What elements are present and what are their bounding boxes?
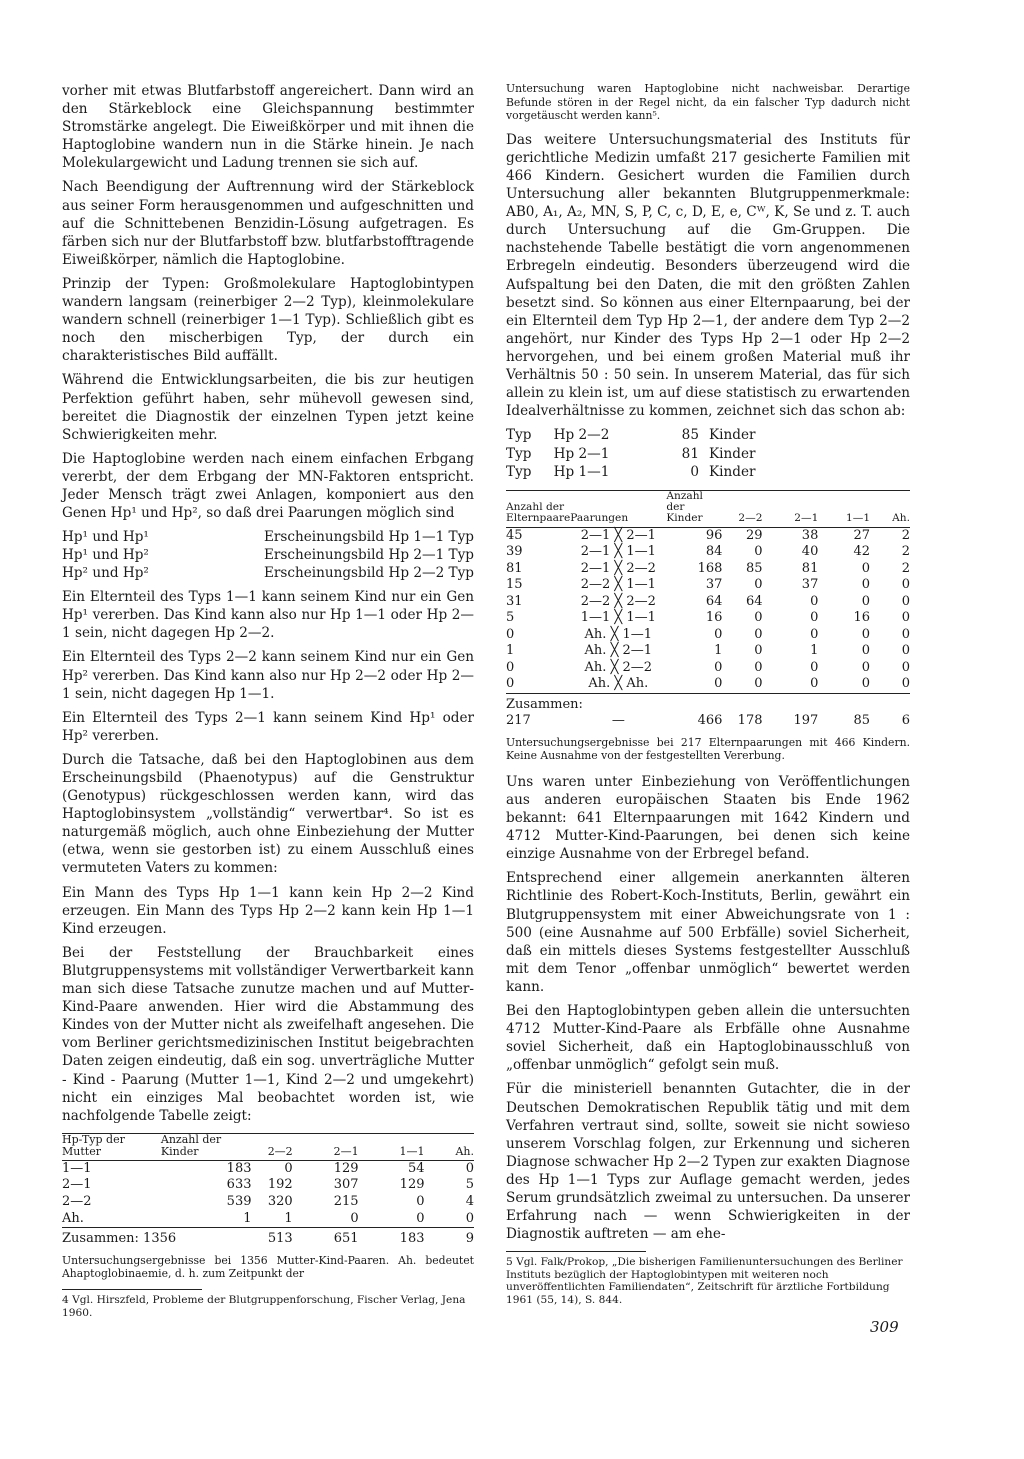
- type-label: Typ: [506, 445, 532, 462]
- table-cell: Ah. ╳ 1—1: [584, 626, 653, 642]
- table-cell: 42: [853, 544, 871, 560]
- table-cell: 0: [901, 610, 910, 626]
- table-row: [62, 1194, 474, 1211]
- table-cell: 0: [350, 1210, 359, 1226]
- list-item: [506, 426, 796, 444]
- page-number: 309: [870, 1318, 899, 1336]
- table-cell: 2—2 ╳ 1—1: [580, 577, 656, 593]
- table-row: [506, 544, 910, 561]
- table-cell: 4: [465, 1193, 474, 1209]
- table-cell: 0: [810, 626, 819, 642]
- table-cell: 0: [861, 676, 871, 692]
- table-cell: 37: [705, 577, 723, 593]
- table-cell: Ah. ╳ 2—1: [584, 643, 653, 659]
- table-cell: 215: [333, 1193, 359, 1209]
- table-cell: 0: [714, 626, 723, 642]
- column-header: Ah.: [892, 512, 910, 525]
- table-cell: 197: [793, 713, 819, 729]
- table-cell: 54: [407, 1160, 425, 1176]
- table-cell: 81: [801, 560, 819, 576]
- table-cell: 0: [284, 1160, 293, 1176]
- table-caption-continued: Untersuchung waren Haptoglobine nicht nachweisbar. Derartige Befunde stören in der Regel nicht, da ein falscher Typ dadurch nicht vorgetäuscht werden kann⁵.: [506, 82, 910, 123]
- column-header: 1—1: [845, 512, 871, 525]
- genes: Hp¹ und Hp¹: [62, 529, 149, 546]
- footnote-divider: [506, 1251, 646, 1252]
- table-cell: 0: [861, 626, 871, 642]
- table-cell: 5: [465, 1177, 474, 1193]
- parent-pairing-table: [506, 490, 910, 730]
- table-cell: 2—1 ╳ 1—1: [580, 544, 656, 560]
- column-header: Hp-Typ der Mutter: [62, 1132, 125, 1158]
- list-item: [506, 463, 796, 481]
- phenotype: Erscheinungsbild Hp 2—1 Typ: [263, 547, 474, 564]
- table-cell: 1: [714, 643, 723, 659]
- table-cell: 0: [901, 626, 910, 642]
- table-cell: 29: [745, 527, 763, 543]
- table-cell: 0: [506, 626, 515, 642]
- table-cell: 0: [754, 643, 763, 659]
- table-cell: 0: [714, 676, 723, 692]
- table-cell: 513: [267, 1231, 293, 1247]
- table-cell: 81: [506, 560, 523, 576]
- list-item: [62, 546, 474, 564]
- paragraph: Nach Beendigung der Auftrennung wird der Stärkeblock aus seiner Form herausgenommen und aufgeschnitten und auf die Schnittebenen Benzidin-Lösung aufgetragen. Es färben sich nur der Blutfarbstoff bzw. blutfarbstofftragende Eiweißkörper, nämlich die Haptoglobine.: [62, 179, 474, 268]
- table-cell: 0: [901, 676, 910, 692]
- table-cell: 0: [901, 577, 910, 593]
- table-cell: 0: [416, 1210, 425, 1226]
- column-header: Ah.: [455, 1144, 474, 1158]
- table-total-row: [62, 1228, 474, 1248]
- type-name: Hp 2—2: [553, 427, 610, 444]
- paragraph: Prinzip der Typen: Großmolekulare Haptoglobintypen wandern langsam (reinerbiger 2—2 Typ), kleinmolekulare wandern schnell (reinerbiger 1—1 Typ). Schließlich gibt es noch den mischerbigen Typ, der durch ein charakteristisches Bild auffällt.: [62, 275, 474, 365]
- table-cell: 1: [243, 1210, 252, 1226]
- table-caption: Untersuchungsergebnisse bei 1356 Mutter-Kind-Paaren. Ah. bedeutet Ahaptoglobinaemie, d. h. zum Zeitpunkt der: [62, 1253, 474, 1281]
- table-cell: 0: [810, 610, 819, 626]
- table-cell: 168: [697, 560, 723, 576]
- table-total-row: [506, 713, 910, 730]
- table-cell: 2—2: [62, 1193, 92, 1209]
- paragraph: Für die ministeriell benannten Gutachter, die in der Deutschen Demokratischen Republik tätig und mit dem Verfahren vertraut sind, sollte, soweit sie nicht sowieso unserem Vorschlag folgen, zur Erkennung und sicheren Diagnose schwacher Hp 2—2 Typen zur exakten Diagnose des Hp 1—1 Typs zur Auflage gemacht werden, jedes Serum grundsätzlich zweimal zu untersuchen. Da unserer Erfahrung nach — wenn Schwierigkeiten in der Diagnostik auftreten — am ehe-: [506, 1081, 910, 1243]
- type-unit: Kinder: [708, 427, 756, 444]
- table-cell: 0: [754, 610, 763, 626]
- table-cell: 64: [705, 593, 723, 609]
- table-cell: 0: [416, 1193, 425, 1209]
- table-cell: 16: [705, 610, 723, 626]
- table-header: [62, 1133, 474, 1160]
- paragraph: Das weitere Untersuchungsmaterial des Instituts für gerichtliche Medizin umfaßt 217 gesicherte Familien mit 466 Kindern. Gesichert wurden die Familien durch Untersuchung aller bekannten Blutgruppenmerkmale: AB0, A₁, A₂, MN, S, P, C, c, D, E, e, Cᵂ, K, Se und z. T. auch durch Untersuchung auf die Gm-Gruppen. Die nachstehende Tabelle bestätigt die vorn angenommenen Erbregeln eindeutig. Besonders überzeugend wird die Aufspaltung bei den Daten, die mit den größten Zahlen besetzt sind. So können aus einer Elternpaarung, bei der ein Elternteil dem Typ Hp 2—1, der andere dem Typ 2—2 angehört, nur Kinder des Typs Hp 2—1 oder Hp 2—2 hervorgehen, und bei einem großen Material muß ihr Verhältnis 50 : 50 sein. In unserem Material, das für sich allein zu klein ist, um auf diese statistisch zu erwartenden Idealverhältnisse zu kommen, zeichnet sich das schon ab:: [506, 131, 910, 420]
- table-row: [506, 577, 910, 594]
- genes: Hp¹ und Hp²: [62, 547, 149, 564]
- table-cell: 15: [506, 577, 523, 593]
- table-row: [62, 1211, 474, 1228]
- type-count: 85: [681, 427, 699, 444]
- table-row: [506, 527, 910, 544]
- footnote-divider: [62, 1289, 202, 1290]
- table-cell: 96: [705, 527, 723, 543]
- table-cell: 6: [901, 713, 910, 729]
- type-count: 81: [681, 445, 699, 462]
- table-cell: 16: [853, 610, 871, 626]
- table-cell: 633: [226, 1177, 252, 1193]
- table-cell: 37: [801, 577, 819, 593]
- table-cell: 2—2 ╳ 2—2: [580, 593, 656, 609]
- table-cell: 217: [506, 713, 531, 729]
- table-cell: Ah. ╳ 2—2: [584, 659, 653, 675]
- table-cell: 2: [901, 560, 910, 576]
- paragraph: Bei der Feststellung der Brauchbarkeit eines Blutgruppensystems mit vollständiger Verwertbarkeit kann man sich diese Tatsache zunutze machen und auf Mutter-Kind-Paare anwenden. Hier wird die Abstammung des Kindes von der Mutter nicht als zweifelhaft angesehen. Die vom Berliner gerichtsmedizinischen Institut beigebrachten Daten zeigen eindeutig, daß ein sog. unverträgliche Mutter - Kind - Paarung (Mutter 1—1, Kind 2—2 und umgekehrt) nicht ein einziges Mal beobachtet worden ist, wie nachfolgende Tabelle zeigt:: [62, 944, 474, 1124]
- table-row: [506, 594, 910, 611]
- list-item: [62, 564, 474, 582]
- table-cell: 38: [801, 527, 819, 543]
- table-cell: 1: [284, 1210, 293, 1226]
- column-header: 2—2: [267, 1144, 293, 1158]
- table-cell: 9: [465, 1231, 474, 1247]
- table-cell: 178: [737, 713, 763, 729]
- table-caption: Untersuchungsergebnisse bei 217 Elternpaarungen mit 466 Kindern. Keine Ausnahme von der festgestellten Vererbung.: [506, 735, 910, 763]
- table-row: [62, 1160, 474, 1177]
- table-cell: 1: [506, 643, 515, 659]
- paragraph: vorher mit etwas Blutfarbstoff angereichert. Dann wird an den Stärkeblock eine Gleichspannung bestimmter Stromstärke angelegt. Die Eiweißkörper und mit ihnen die Haptoglobine wandern nun in die Stärke hinein. Je nach Molekulargewicht und Ladung trennen sie sich auf.: [62, 83, 474, 172]
- left-column: [62, 82, 474, 1319]
- type-name: Hp 2—1: [553, 445, 610, 462]
- table-row: [506, 660, 910, 677]
- table-cell: 0: [810, 676, 819, 692]
- table-cell: 27: [853, 527, 871, 543]
- footnote: 5 Vgl. Falk/Prokop, „Die bisherigen Familienuntersuchungen des Berliner Instituts bezüglich der Haptoglobintypen mit weiteren noch unveröffentlichten Familiendaten“, Zeitschrift für ärztliche Fortbildung 1961 (55, 14), S. 844.: [506, 1256, 903, 1307]
- table-row: [62, 1177, 474, 1194]
- paragraph: Ein Elternteil des Typs 1—1 kann seinem Kind nur ein Gen Hp¹ vererben. Das Kind kann also nur Hp 1—1 oder Hp 2—1 sein, nicht dagegen Hp 2—2.: [62, 589, 474, 642]
- table-cell: 0: [861, 643, 871, 659]
- table-cell: 307: [333, 1177, 359, 1193]
- table-cell: 0: [754, 626, 763, 642]
- table-cell: 320: [267, 1193, 293, 1209]
- table-cell: 183: [399, 1231, 425, 1247]
- table-cell: Ah.: [62, 1210, 84, 1226]
- type-count-list: [506, 426, 796, 481]
- table-cell: 129: [399, 1177, 425, 1193]
- table-cell: 31: [506, 593, 523, 609]
- column-header: 2—2: [738, 512, 763, 525]
- mother-child-table: [62, 1133, 474, 1248]
- table-row: [506, 561, 910, 578]
- table-cell: 2—1 ╳ 2—2: [580, 560, 656, 576]
- table-cell: 0: [861, 560, 871, 576]
- paragraph: Bei den Haptoglobintypen geben allein die untersuchten 4712 Mutter-Kind-Paare als Erbfälle ohne Ausnahme soviel Sicherheit, daß ein Haptoglobinausschluß von „offenbar unmöglich“ gefolgt sein muß.: [506, 1003, 910, 1074]
- table-total-label-row: [506, 693, 910, 713]
- table-cell: 0: [861, 593, 871, 609]
- paragraph: Während die Entwicklungsarbeiten, die bis zur heutigen Perfektion geführt haben, sehr mühevoll gewesen sind, bereitet die Diagnostik der einzelnen Typen jetzt keine Schwierigkeiten mehr.: [62, 372, 474, 443]
- column-header: Anzahl der Elternpaare: [506, 500, 571, 525]
- table-cell: —: [611, 713, 625, 729]
- table-cell: 2: [901, 544, 910, 560]
- table-cell: 0: [901, 659, 910, 675]
- table-cell: 2—1 ╳ 2—1: [580, 527, 656, 543]
- column-header: 1—1: [399, 1144, 425, 1158]
- table-cell: 0: [506, 676, 515, 692]
- right-column: [506, 82, 910, 1307]
- table-cell: 84: [705, 544, 723, 560]
- paragraph: Uns waren unter Einbeziehung von Veröffentlichungen aus anderen europäischen Staaten bis Ende 1962 bekannt: 641 Elternpaarungen mit 1642 Kindern und 4712 Mutter-Kind-Paarungen, bei denen sich keine einzige Ausnahme von der Erbregel befand.: [506, 773, 910, 863]
- table-cell: 2—1: [62, 1177, 92, 1193]
- table-row: [506, 627, 910, 644]
- table-cell: 1—1 ╳ 1—1: [580, 610, 656, 626]
- type-label: Typ: [506, 427, 532, 444]
- gene-pairings-list: [62, 528, 474, 582]
- column-header: 2—1: [794, 512, 819, 525]
- type-unit: Kinder: [708, 445, 756, 462]
- column-header: Anzahl der Kinder: [666, 489, 703, 525]
- paragraph: Entsprechend einer allgemein anerkannten älteren Richtlinie des Robert-Koch-Instituts, Berlin, gewährt ein Blutgruppensystem mit einer Abweichungsrate von 1 : 500 (eine Ausnahme auf 500 Erbfälle) soviel Sicherheit, daß ein mittels dieses Systems festgestellter Ausschluß mit dem Tenor „offenbar unmöglich“ bewertet werden kann.: [506, 870, 910, 995]
- table-header: [506, 490, 910, 527]
- footnote: 4 Vgl. Hirszfeld, Probleme der Blutgruppenforschung, Fischer Verlag, Jena 1960.: [62, 1293, 466, 1319]
- table-cell: 85: [745, 560, 763, 576]
- table-cell: 0: [754, 659, 763, 675]
- table-cell: 0: [506, 659, 515, 675]
- type-name: Hp 1—1: [553, 464, 610, 481]
- column-header: 2—1: [333, 1144, 359, 1158]
- phenotype: Erscheinungsbild Hp 1—1 Typ: [263, 529, 474, 546]
- table-cell: 0: [861, 577, 871, 593]
- list-item: [506, 445, 796, 463]
- table-cell: 0: [901, 643, 910, 659]
- table-total-label: Zusammen:: [506, 696, 583, 712]
- genes: Hp² und Hp²: [62, 565, 149, 582]
- table-cell: 0: [465, 1160, 474, 1176]
- table-row: [506, 676, 910, 693]
- table-cell: 129: [333, 1160, 359, 1176]
- table-cell: 192: [267, 1177, 293, 1193]
- column-header: Paarungen: [570, 512, 629, 525]
- table-cell: 651: [333, 1231, 359, 1247]
- type-count: 0: [690, 464, 699, 481]
- type-unit: Kinder: [708, 464, 756, 481]
- column-header: Anzahl der Kinder: [160, 1132, 222, 1158]
- table-cell: 39: [506, 544, 523, 560]
- table-cell: 0: [754, 577, 763, 593]
- table-cell: 45: [506, 527, 523, 543]
- table-cell: 1—1: [62, 1160, 92, 1176]
- table-cell: 0: [714, 659, 723, 675]
- table-cell: 5: [506, 610, 515, 626]
- paragraph: Ein Mann des Typs Hp 1—1 kann kein Hp 2—2 Kind erzeugen. Ein Mann des Typs Hp 2—2 kann kein Hp 1—1 Kind erzeugen.: [62, 884, 474, 937]
- table-cell: 0: [810, 593, 819, 609]
- type-label: Typ: [506, 464, 532, 481]
- table-cell: 0: [810, 659, 819, 675]
- table-cell: Zusammen: 1356: [62, 1231, 177, 1247]
- table-cell: 0: [465, 1210, 474, 1226]
- list-item: [62, 528, 474, 546]
- table-row: [506, 610, 910, 627]
- table-cell: 85: [853, 713, 871, 729]
- table-cell: 0: [901, 593, 910, 609]
- table-cell: 40: [801, 544, 819, 560]
- table-cell: 539: [226, 1193, 252, 1209]
- table-cell: 183: [226, 1160, 252, 1176]
- paragraph: Die Haptoglobine werden nach einem einfachen Erbgang vererbt, der dem Erbgang der MN-Faktoren entspricht. Jeder Mensch trägt zwei Anlagen, komponiert aus den Genen Hp¹ und Hp², so daß drei Paarungen möglich sind: [62, 450, 474, 522]
- table-cell: 0: [754, 676, 763, 692]
- table-cell: 1: [810, 643, 819, 659]
- paragraph: Ein Elternteil des Typs 2—1 kann seinem Kind Hp¹ oder Hp² vererben.: [62, 709, 474, 744]
- table-row: [506, 643, 910, 660]
- phenotype: Erscheinungsbild Hp 2—2 Typ: [263, 565, 474, 582]
- table-cell: 0: [754, 544, 763, 560]
- table-cell: 64: [745, 593, 763, 609]
- table-cell: 2: [901, 527, 910, 543]
- table-cell: Ah. ╳ Ah.: [588, 676, 649, 692]
- table-cell: 0: [861, 659, 871, 675]
- table-cell: 466: [697, 713, 723, 729]
- paragraph: Ein Elternteil des Typs 2—2 kann seinem Kind nur ein Gen Hp² vererben. Das Kind kann also nur Hp 2—2 oder Hp 2—1 sein, nicht dagegen Hp 1—1.: [62, 649, 474, 702]
- paragraph: Durch die Tatsache, daß bei den Haptoglobinen aus dem Erscheinungsbild (Phaenotypus) auf die Genstruktur (Genotypus) rückgeschlossen werden kann, wird das Haptoglobinsystem „vollständig“ verwertbar⁴. So ist es naturgemäß möglich, auch ohne Einbeziehung der Mutter (etwa, wenn sie gestorben ist) zu einem Ausschluß eines vermuteten Vaters zu kommen:: [62, 751, 474, 877]
